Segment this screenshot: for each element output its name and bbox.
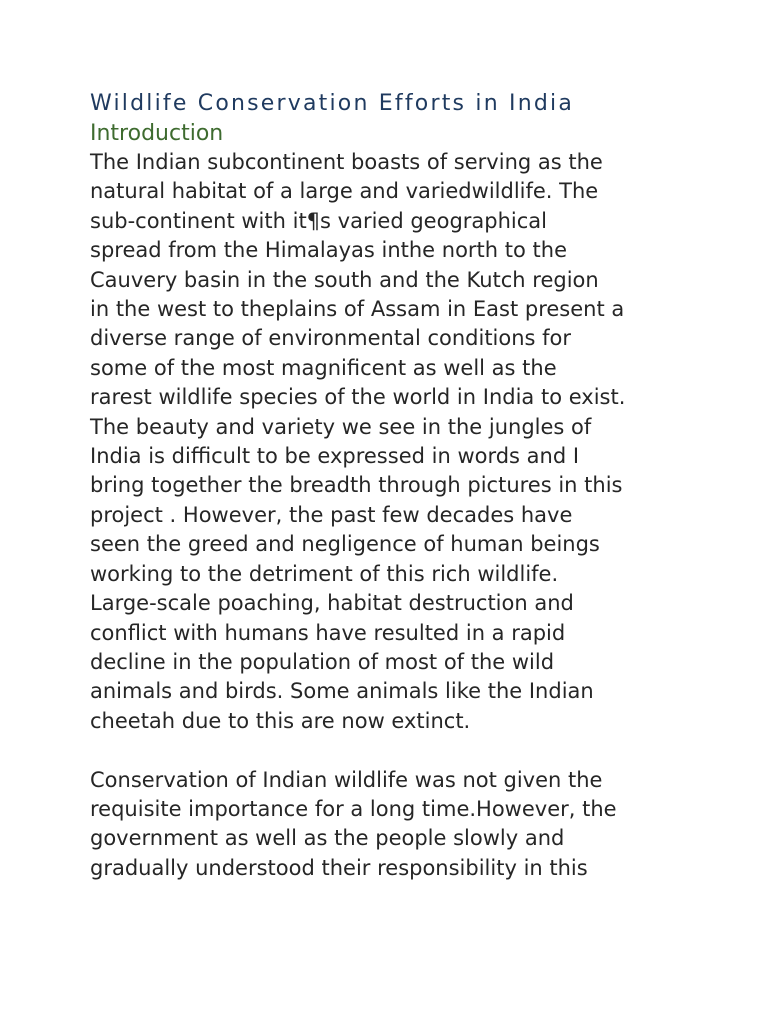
document-title: Wildlife Conservation Efforts in India [90, 91, 575, 116]
text-line: bring together the breadth through pictures in this [90, 473, 623, 498]
intro-paragraph-1 [90, 148, 690, 736]
intro-paragraph-2 [90, 766, 690, 884]
text-line: conflict with humans have resulted in a rapid [90, 620, 566, 645]
text-line: gradually understood their responsibility in this [90, 855, 588, 880]
text-line: Conservation of Indian wildlife was not given the [90, 767, 603, 792]
text-line: seen the greed and negligence of human beings [90, 532, 600, 557]
text-line: project . However, the past few decades have [90, 502, 573, 527]
text-line: rarest wildlife species of the world in India to exist. [90, 385, 626, 410]
text-line: animals and birds. Some animals like the Indian [90, 679, 594, 704]
text-line: working to the detriment of this rich wildlife. [90, 561, 559, 586]
text-line: spread from the Himalayas inthe north to the [90, 238, 568, 263]
text-line: cheetah due to this are now extinct. [90, 708, 471, 733]
text-line: requisite importance for a long time.However, the [90, 796, 617, 821]
paragraph-spacer [90, 736, 690, 765]
text-line: sub-continent with it¶s varied geographical [90, 208, 547, 233]
text-line: The Indian subcontinent boasts of serving as the [90, 150, 603, 174]
text-line: Large-scale poaching, habitat destruction and [90, 591, 574, 616]
text-line: The beauty and variety we see in the jungles of [90, 414, 592, 439]
text-line: India is difficult to be expressed in words and I [90, 444, 580, 469]
document-page [90, 88, 690, 883]
text-line: diverse range of environmental conditions for [90, 326, 572, 351]
text-line: natural habitat of a large and variedwildlife. The [90, 179, 599, 204]
text-line: government as well as the people slowly and [90, 826, 565, 851]
text-line: some of the most magnificent as well as the [90, 355, 557, 380]
section-heading-introduction: Introduction [90, 121, 224, 146]
text-line: in the west to theplains of Assam in East present a [90, 297, 625, 322]
text-line: Cauvery basin in the south and the Kutch region [90, 267, 599, 292]
text-line: decline in the population of most of the wild [90, 649, 555, 674]
